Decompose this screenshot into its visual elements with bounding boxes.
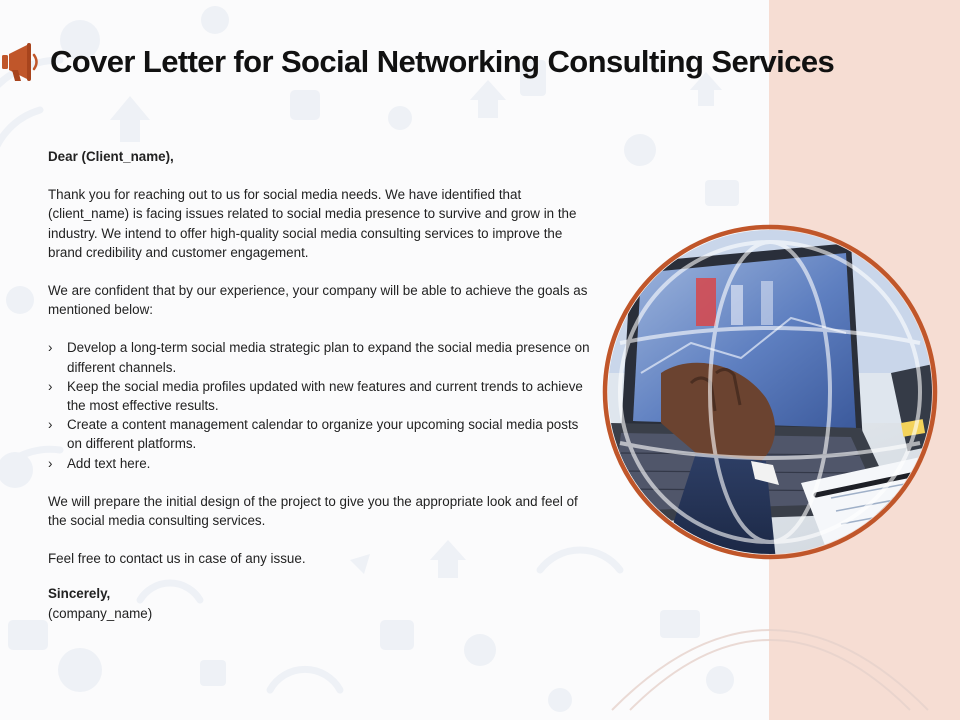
goal-item xyxy=(48,338,593,376)
bullet-chevron-icon: › xyxy=(48,417,53,433)
intro-paragraph: Thank you for reaching out to us for social media needs. We have identified that (client_name) is facing issues related to social media presence to survive and grow in the industry. We intend to offer high-quality social media consulting services to improve the brand credibility and customer engagement. xyxy=(48,187,577,260)
page-title: Cover Letter for Social Networking Consulting Services xyxy=(50,44,835,79)
contact-paragraph: Feel free to contact us in case of any issue. xyxy=(48,551,306,567)
bullet-chevron-icon: › xyxy=(48,455,53,471)
goal-text: Create a content management calendar to organize your upcoming social media posts on different platforms. xyxy=(67,417,579,452)
goal-item xyxy=(48,454,593,473)
photo-reflection xyxy=(600,560,940,720)
closing: Sincerely, xyxy=(48,586,111,602)
salutation: Dear (Client_name), xyxy=(48,149,174,164)
goal-item xyxy=(48,377,593,415)
signature: (company_name) xyxy=(48,605,153,621)
laptop-photo-circle xyxy=(601,223,939,561)
goal-text: Develop a long-term social media strategic plan to expand the social media presence on different channels. xyxy=(67,340,590,375)
goal-text: Add text here. xyxy=(67,455,151,471)
letter-body xyxy=(48,147,593,623)
goal-item xyxy=(48,415,593,453)
bullet-chevron-icon: › xyxy=(48,378,53,394)
goals-intro-paragraph: We are confident that by our experience, your company will be able to achieve the goals as mentioned below: xyxy=(48,283,588,318)
title-row xyxy=(2,38,834,86)
goals-list xyxy=(48,338,593,472)
bullet-chevron-icon: › xyxy=(48,340,53,356)
design-paragraph: We will prepare the initial design of the project to give you the appropriate look and feel of the social media consulting services. xyxy=(48,493,578,529)
goal-text: Keep the social media profiles updated with new features and current trends to achieve the most effective results. xyxy=(67,378,583,414)
megaphone-icon xyxy=(2,40,42,84)
